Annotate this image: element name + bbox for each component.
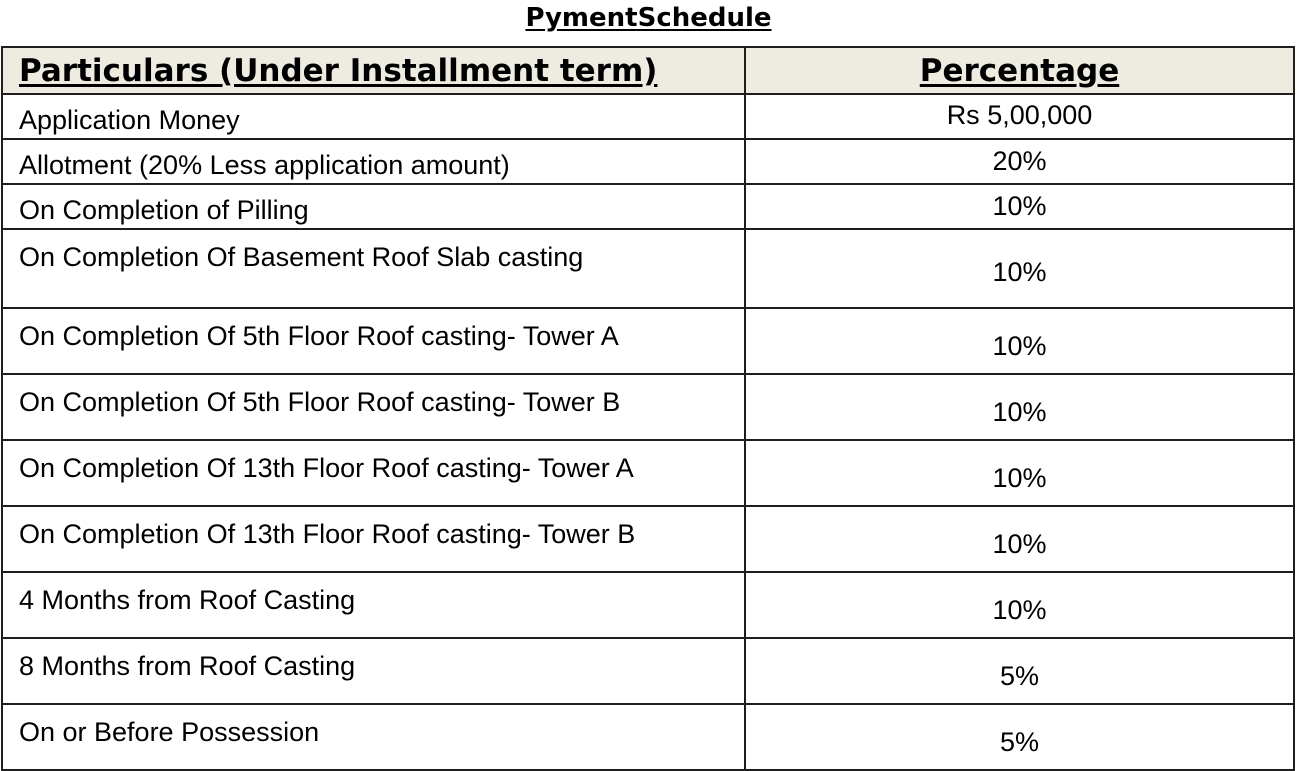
row-particular: On Completion of Pilling (2, 184, 745, 229)
row-percentage: 10% (745, 572, 1294, 638)
row-percentage: 10% (745, 374, 1294, 440)
table-row (2, 139, 1294, 184)
row-percentage: 5% (745, 638, 1294, 704)
table-row (2, 704, 1294, 770)
table-row (2, 229, 1294, 308)
row-percentage: 10% (745, 506, 1294, 572)
row-particular: Allotment (20% Less application amount) (2, 139, 745, 184)
table-row (2, 308, 1294, 374)
row-percentage: 20% (745, 139, 1294, 184)
row-particular: 4 Months from Roof Casting (2, 572, 745, 638)
header-percentage: Percentage (745, 47, 1294, 94)
row-particular: On Completion Of Basement Roof Slab casting (2, 229, 745, 308)
row-particular: On Completion Of 5th Floor Roof casting- Tower A (2, 308, 745, 374)
row-percentage: 10% (745, 229, 1294, 308)
row-particular: On Completion Of 13th Floor Roof casting- Tower A (2, 440, 745, 506)
row-percentage: 5% (745, 704, 1294, 770)
row-percentage: 10% (745, 184, 1294, 229)
table-header-row (2, 47, 1294, 94)
row-particular: On Completion Of 5th Floor Roof casting- Tower B (2, 374, 745, 440)
row-particular: On Completion Of 13th Floor Roof casting- Tower B (2, 506, 745, 572)
row-particular: On or Before Possession (2, 704, 745, 770)
table-row (2, 572, 1294, 638)
row-percentage: Rs 5,00,000 (745, 94, 1294, 139)
row-particular: Application Money (2, 94, 745, 139)
row-percentage: 10% (745, 440, 1294, 506)
table-row (2, 638, 1294, 704)
table-row (2, 184, 1294, 229)
row-percentage: 10% (745, 308, 1294, 374)
payment-schedule-table (1, 46, 1295, 771)
page-title: PymentSchedule (525, 3, 772, 33)
table-row (2, 506, 1294, 572)
table-row (2, 440, 1294, 506)
table-row (2, 94, 1294, 139)
header-particulars: Particulars (Under Installment term) (2, 47, 745, 94)
table-row (2, 374, 1294, 440)
row-particular: 8 Months from Roof Casting (2, 638, 745, 704)
